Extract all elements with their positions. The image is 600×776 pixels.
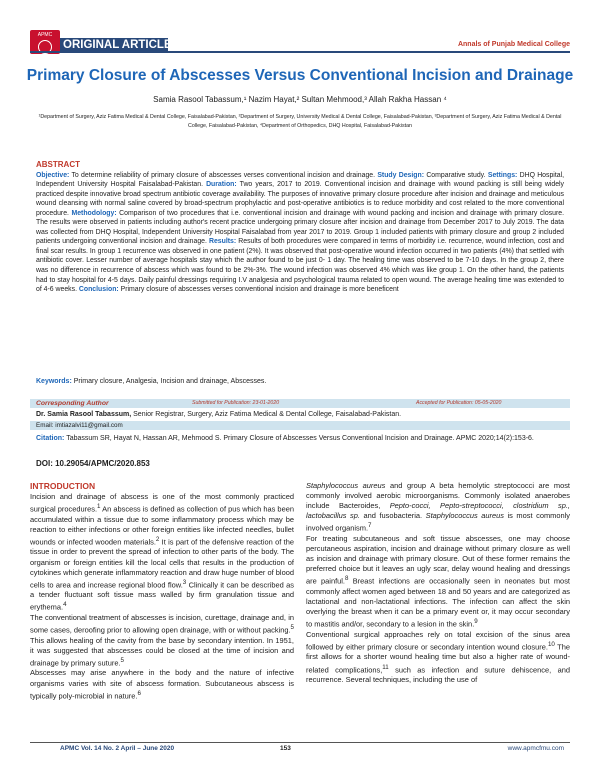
abstract-heading: ABSTRACT [36, 160, 80, 169]
introduction-heading: INTRODUCTION [30, 481, 96, 491]
keywords [36, 378, 564, 385]
conclusion-text: Primary closure of abscesses verses conventional incision and drainage is more beneficent [118, 286, 399, 294]
citation [36, 434, 560, 444]
journal-logo-text: APMC [37, 32, 53, 38]
methodology-label: Methodology: [71, 209, 117, 217]
results-label: Results: [209, 238, 237, 246]
page-number: 153 [280, 745, 291, 752]
footer-website[interactable]: www.apmcfmu.com [507, 745, 564, 752]
design-label: Study Design: [377, 171, 425, 179]
body-column-right [306, 481, 570, 685]
paragraph: Conventional surgical approaches rely on total excision of the sinus area followed by either primary closure or secondary intention wound closure.$^{10}$ The first allows for a shorter wound healing time but also a higher rate of wound-related complications,$^{11}$ such as infection and suture dehiscence, and recurrence. Several techniques, including the use of [306, 629, 570, 685]
objective-text: To determine reliability of primary closure of abscesses verses conventional incision and drainage. [69, 171, 378, 179]
accepted-date: Accepted for Publication: 05-05-2020 [416, 400, 502, 406]
body-column-left [30, 481, 294, 701]
design-text: Comparative study. [424, 171, 486, 179]
paragraph: Staphylococcus aureus and group A beta hemolytic streptococci are most commonly involved aerobic microorganisms. Commonly isolated anaerobes include Bacteroides, Pepto-cocci, Pepto-streptococci, clostridium sp., lactobacillus sp. and fusobacteria. Staphylococcus aureus is most commonly involved organism.$^7$ [306, 481, 570, 533]
duration-text: Two years, 2017 to 2019. Conventional incision and drainage with wound packing is still being widely practiced despite innovative broad spectrum antibiotic coverage availability. The purposes of innovative primary closure procedure after incision and drainage and meticulous wound cleansing with normal saline covered by broad-spectrum prophylactic and post-operative antibiotics is to reduce morbidity and cost related to the more conventional procedure. [36, 181, 565, 217]
author-list: Samia Rasool Tabassum,¹ Nazim Hayat,² Sultan Mehmood,³ Allah Rakha Hassan ⁴ [153, 95, 447, 104]
abstract [36, 160, 564, 295]
keywords-label: Keywords: [36, 378, 72, 385]
citation-label: Citation: [36, 435, 65, 442]
paragraph: For treating subcutaneous and soft tissue abscesses, one may choose percutaneous aspiration, incision and drainage without primary closure as well as incision and drainage with primary closure. Out of these former remains the preferred choice but it leaves an ugly scar, delay wound healing and dressings are painful.$^8$ Breast infections are occasionally seen in neonates but most commonly affect women aged between 18 and 50 years and are categorized as lactational and non-lactational infections. The infection can affect the skin overlying the breast when it can be a primary event or, it may occur secondary to mastitis and/or, secondary to a lesion in the skin.$^9$ [306, 533, 570, 629]
affiliations: ¹Department of Surgery, Aziz Fatima Medical & Dental College, Faisalabad-Pakistan, ²Department of Surgery, University Medical & Dental College, Faisalabad-Pakistan, ³Department of Surgery, Aziz Fatima Medical & Dental College, Faisalabad-Pakistan, ⁴Department of Orthopedics, DHQ Hospital, Faisalabad-Pakistan [38, 114, 562, 129]
footer-issue: APMC Vol. 14 No. 2 April – June 2020 [60, 745, 175, 752]
paragraph: Abscesses may arise anywhere in the body and the nature of infective organisms varies with site of abscess formation. Subcutaneous abscess is typically poly-microbial in nature.$^6$ [30, 668, 294, 701]
paragraph: Incision and drainage of abscess is one of the most commonly practiced surgical procedures.$^1$ An abscess is defined as collection of pus which has been accumulated within a tissue due to some inflammatory process which may be reaction to either infections or other foreign entities like infected needles, bullet wounds or infected wooden materials.$^2$ It is part of the defensive reaction of the tissue in order to prevent the spread of infection to other parts of the body. The organism or foreign entities kill the local cells that results in the production of cytokines which generate inflammatory reaction and draw huge number of blood cells to area and increase regional blood flow.$^3$ Clinically it can be described as a tender fluctuant soft tissue mass walled by firm granulation tissue and erythema.$^4$ [30, 492, 294, 612]
settings-label: Settings: [487, 171, 518, 179]
corresponding-author-details: Senior Registrar, Surgery, Aziz Fatima Medical & Dental College, Faisalabad-Pakistan. [131, 411, 402, 418]
conclusion-label: Conclusion: [78, 286, 119, 294]
article-title: Primary Closure of Abscesses Versus Conventional Incision and Drainage [26, 67, 574, 84]
corresponding-author-label: Corresponding Author [36, 400, 109, 407]
duration-label: Duration: [206, 181, 237, 189]
submitted-date: Submitted for Publication: 23-01-2020 [192, 400, 280, 406]
keywords-text: Primary closure, Analgesia, Incision and drainage, Abscesses. [71, 378, 267, 385]
corresponding-email[interactable]: Email: imtiazalvi11@gmail.com [30, 421, 570, 430]
corresponding-author [36, 411, 401, 418]
section-label: ORIGINAL ARTICLE [60, 38, 168, 52]
methodology-text: Comparison of two procedures that i.e. conventional incision and drainage with wound packing and incision and drainage with primary closure. The results were observed in patients including author's recent practice undergoing primary closure after incision and drainage from December 2017 to July 2019. The data was collected from DHQ Hospital, Independent University Hospital Faisalabad from year 2017 to 2019. Group 1 included patients with primary closure and group 2 included patients undergoing conventional incision and drainage. [36, 209, 564, 246]
results-text: Results of both procedures were compared in terms of morbidity i.e. recurrence, wound infection, cost and final scar results. In group 1 recurrence was observed in one patient (2%). It was observed that post-operative wound infection occurred in two patients (4%) that settled with antibiotic cover. Lesser number of average hospitals stay which the author found to be just 0- 1 day. The healing time was observed to be 7-10 days. In the group 2, there was no difference in recurrence of abscess which was found to be 2%-3%. The wound infection was observed 4% which was like group 1. On the other hand, the patients had to stay hospital for 4-5 days. Daily painful dressings requiring I.V analgesia and psychological trauma related to open wound. The average healing time was extended to of 4-6 weeks. [36, 238, 564, 294]
settings-text: DHQ Hospital, Independent University Hospital Faisalabad-Pakistan. [36, 171, 565, 189]
header-rule [30, 51, 570, 53]
corresponding-author-name: Dr. Samia Rasool Tabassum, [36, 411, 132, 418]
journal-name: Annals of Punjab Medical College [457, 41, 570, 48]
citation-text: Tabassum SR, Hayat N, Hassan AR, Mehmood S. Primary Closure of Abscesses Versus Conventional Incision and Drainage. APMC 2020;14(2):153-6. [64, 435, 534, 442]
doi[interactable]: DOI: 10.29054/APMC/2020.853 [36, 459, 150, 468]
objective-label: Objective: [36, 171, 70, 179]
correspondence-bar [30, 399, 570, 408]
footer-rule [30, 742, 570, 743]
paragraph: The conventional treatment of abscesses is incision, curettage, drainage and, in some cases, deroofing prior to allowing open drainage, with or without packing.$^5$ This allows healing of the cavity from the base by secondary intention. In 1951, it was suggested that abscesses could be closed at the time of incision and drainage by primary suture.$^5$ [30, 612, 294, 668]
